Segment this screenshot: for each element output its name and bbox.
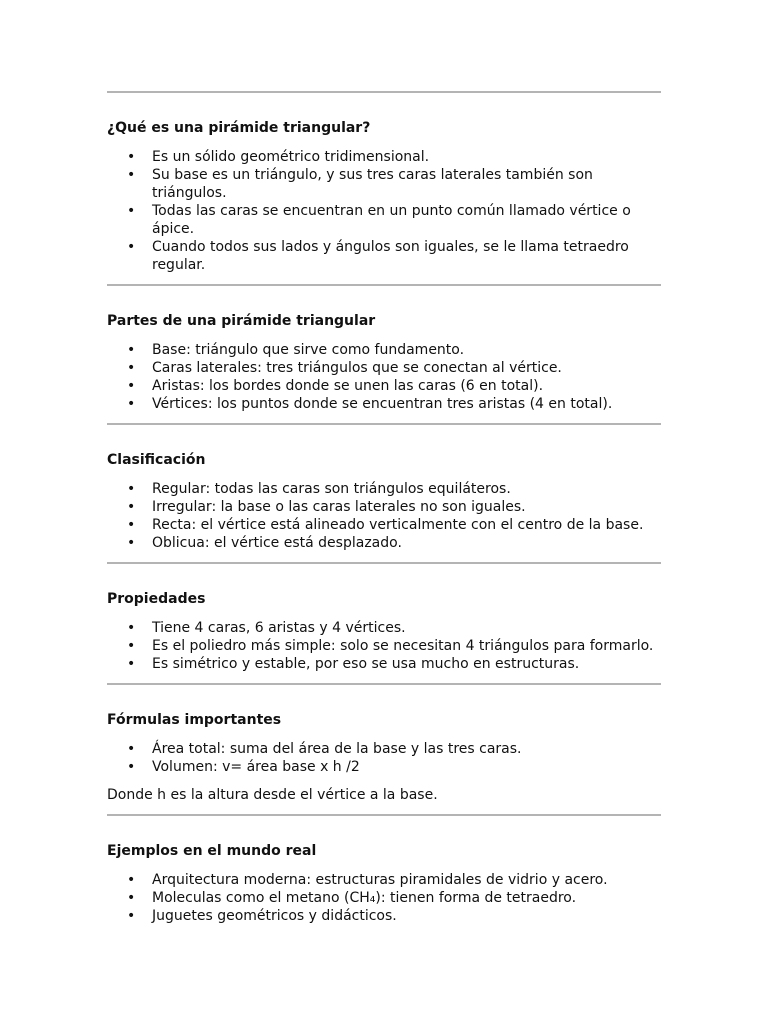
section-title: Clasificación [107, 452, 206, 468]
section-partes [107, 286, 661, 423]
list-item-text: Oblicua: el vértice está desplazado. [152, 535, 402, 551]
bullet-icon: • [127, 620, 136, 636]
bullet-icon: • [127, 342, 136, 358]
section-title: ¿Qué es una pirámide triangular? [107, 120, 371, 136]
list-item-text: Todas las caras se encuentran en un punto común llamado vértice o ápice. [152, 203, 631, 237]
section-title: Partes de una pirámide triangular [107, 313, 376, 329]
section-que-es [107, 93, 661, 284]
list-item-text: Volumen: v= área base x h /2 [152, 759, 360, 775]
section-ejemplos [107, 816, 661, 935]
list-item [107, 907, 661, 925]
list-item-text: Es un sólido geométrico tridimensional. [152, 149, 430, 165]
bullet-icon: • [127, 360, 136, 376]
list-item [107, 498, 661, 516]
list-item-text: Moleculas como el metano (CH₄): tienen forma de tetraedro. [152, 890, 577, 906]
list-item-text: Es el poliedro más simple: solo se necesitan 4 triángulos para formarlo. [152, 638, 654, 654]
bullet-list [107, 740, 661, 776]
list-item-text: Cuando todos sus lados y ángulos son iguales, se le llama tetraedro regular. [152, 239, 629, 273]
list-item [107, 619, 661, 637]
bullet-icon: • [127, 378, 136, 394]
list-item [107, 359, 661, 377]
list-item [107, 637, 661, 655]
list-item [107, 148, 661, 166]
list-item-text: Aristas: los bordes donde se unen las caras (6 en total). [152, 378, 544, 394]
list-item [107, 480, 661, 498]
list-item [107, 166, 661, 202]
list-item [107, 516, 661, 534]
bullet-icon: • [127, 890, 136, 906]
bullet-icon: • [127, 481, 136, 497]
list-item [107, 655, 661, 673]
bullet-icon: • [127, 517, 136, 533]
bullet-icon: • [127, 759, 136, 775]
bullet-icon: • [127, 535, 136, 551]
document-content [107, 91, 661, 935]
list-item-text: Regular: todas las caras son triángulos equiláteros. [152, 481, 511, 497]
section-formulas [107, 685, 661, 814]
bullet-icon: • [127, 239, 136, 255]
section-clasificacion [107, 425, 661, 562]
list-item-text: Irregular: la base o las caras laterales no son iguales. [152, 499, 526, 515]
bullet-icon: • [127, 908, 136, 924]
formula-note: Donde h es la altura desde el vértice a la base. [107, 787, 438, 803]
section-title: Fórmulas importantes [107, 712, 282, 728]
bullet-list [107, 871, 661, 925]
list-item-text: Base: triángulo que sirve como fundamento. [152, 342, 465, 358]
section-title: Propiedades [107, 591, 206, 607]
list-item [107, 202, 661, 238]
bullet-icon: • [127, 656, 136, 672]
bullet-icon: • [127, 638, 136, 654]
bullet-list [107, 619, 661, 673]
list-item [107, 889, 661, 907]
section-propiedades [107, 564, 661, 683]
bullet-list [107, 148, 661, 274]
list-item-text: Arquitectura moderna: estructuras piramidales de vidrio y acero. [152, 872, 608, 888]
list-item [107, 871, 661, 889]
list-item-text: Vértices: los puntos donde se encuentran tres aristas (4 en total). [152, 396, 613, 412]
list-item-text: Es simétrico y estable, por eso se usa mucho en estructuras. [152, 656, 580, 672]
list-item [107, 238, 661, 274]
list-item-text: Área total: suma del área de la base y las tres caras. [152, 741, 522, 757]
list-item-text: Caras laterales: tres triángulos que se conectan al vértice. [152, 360, 562, 376]
bullet-list [107, 341, 661, 413]
bullet-icon: • [127, 396, 136, 412]
list-item-text: Su base es un triángulo, y sus tres caras laterales también son triángulos. [152, 167, 593, 201]
bullet-list [107, 480, 661, 552]
bullet-icon: • [127, 149, 136, 165]
list-item [107, 534, 661, 552]
bullet-icon: • [127, 872, 136, 888]
bullet-icon: • [127, 741, 136, 757]
list-item [107, 341, 661, 359]
section-title: Ejemplos en el mundo real [107, 843, 317, 859]
list-item-text: Tiene 4 caras, 6 aristas y 4 vértices. [152, 620, 406, 636]
list-item [107, 740, 661, 758]
bullet-icon: • [127, 499, 136, 515]
list-item-text: Recta: el vértice está alineado verticalmente con el centro de la base. [152, 517, 644, 533]
list-item [107, 395, 661, 413]
bullet-icon: • [127, 167, 136, 183]
bullet-icon: • [127, 203, 136, 219]
list-item [107, 758, 661, 776]
list-item-text: Juguetes geométricos y didácticos. [152, 908, 397, 924]
list-item [107, 377, 661, 395]
